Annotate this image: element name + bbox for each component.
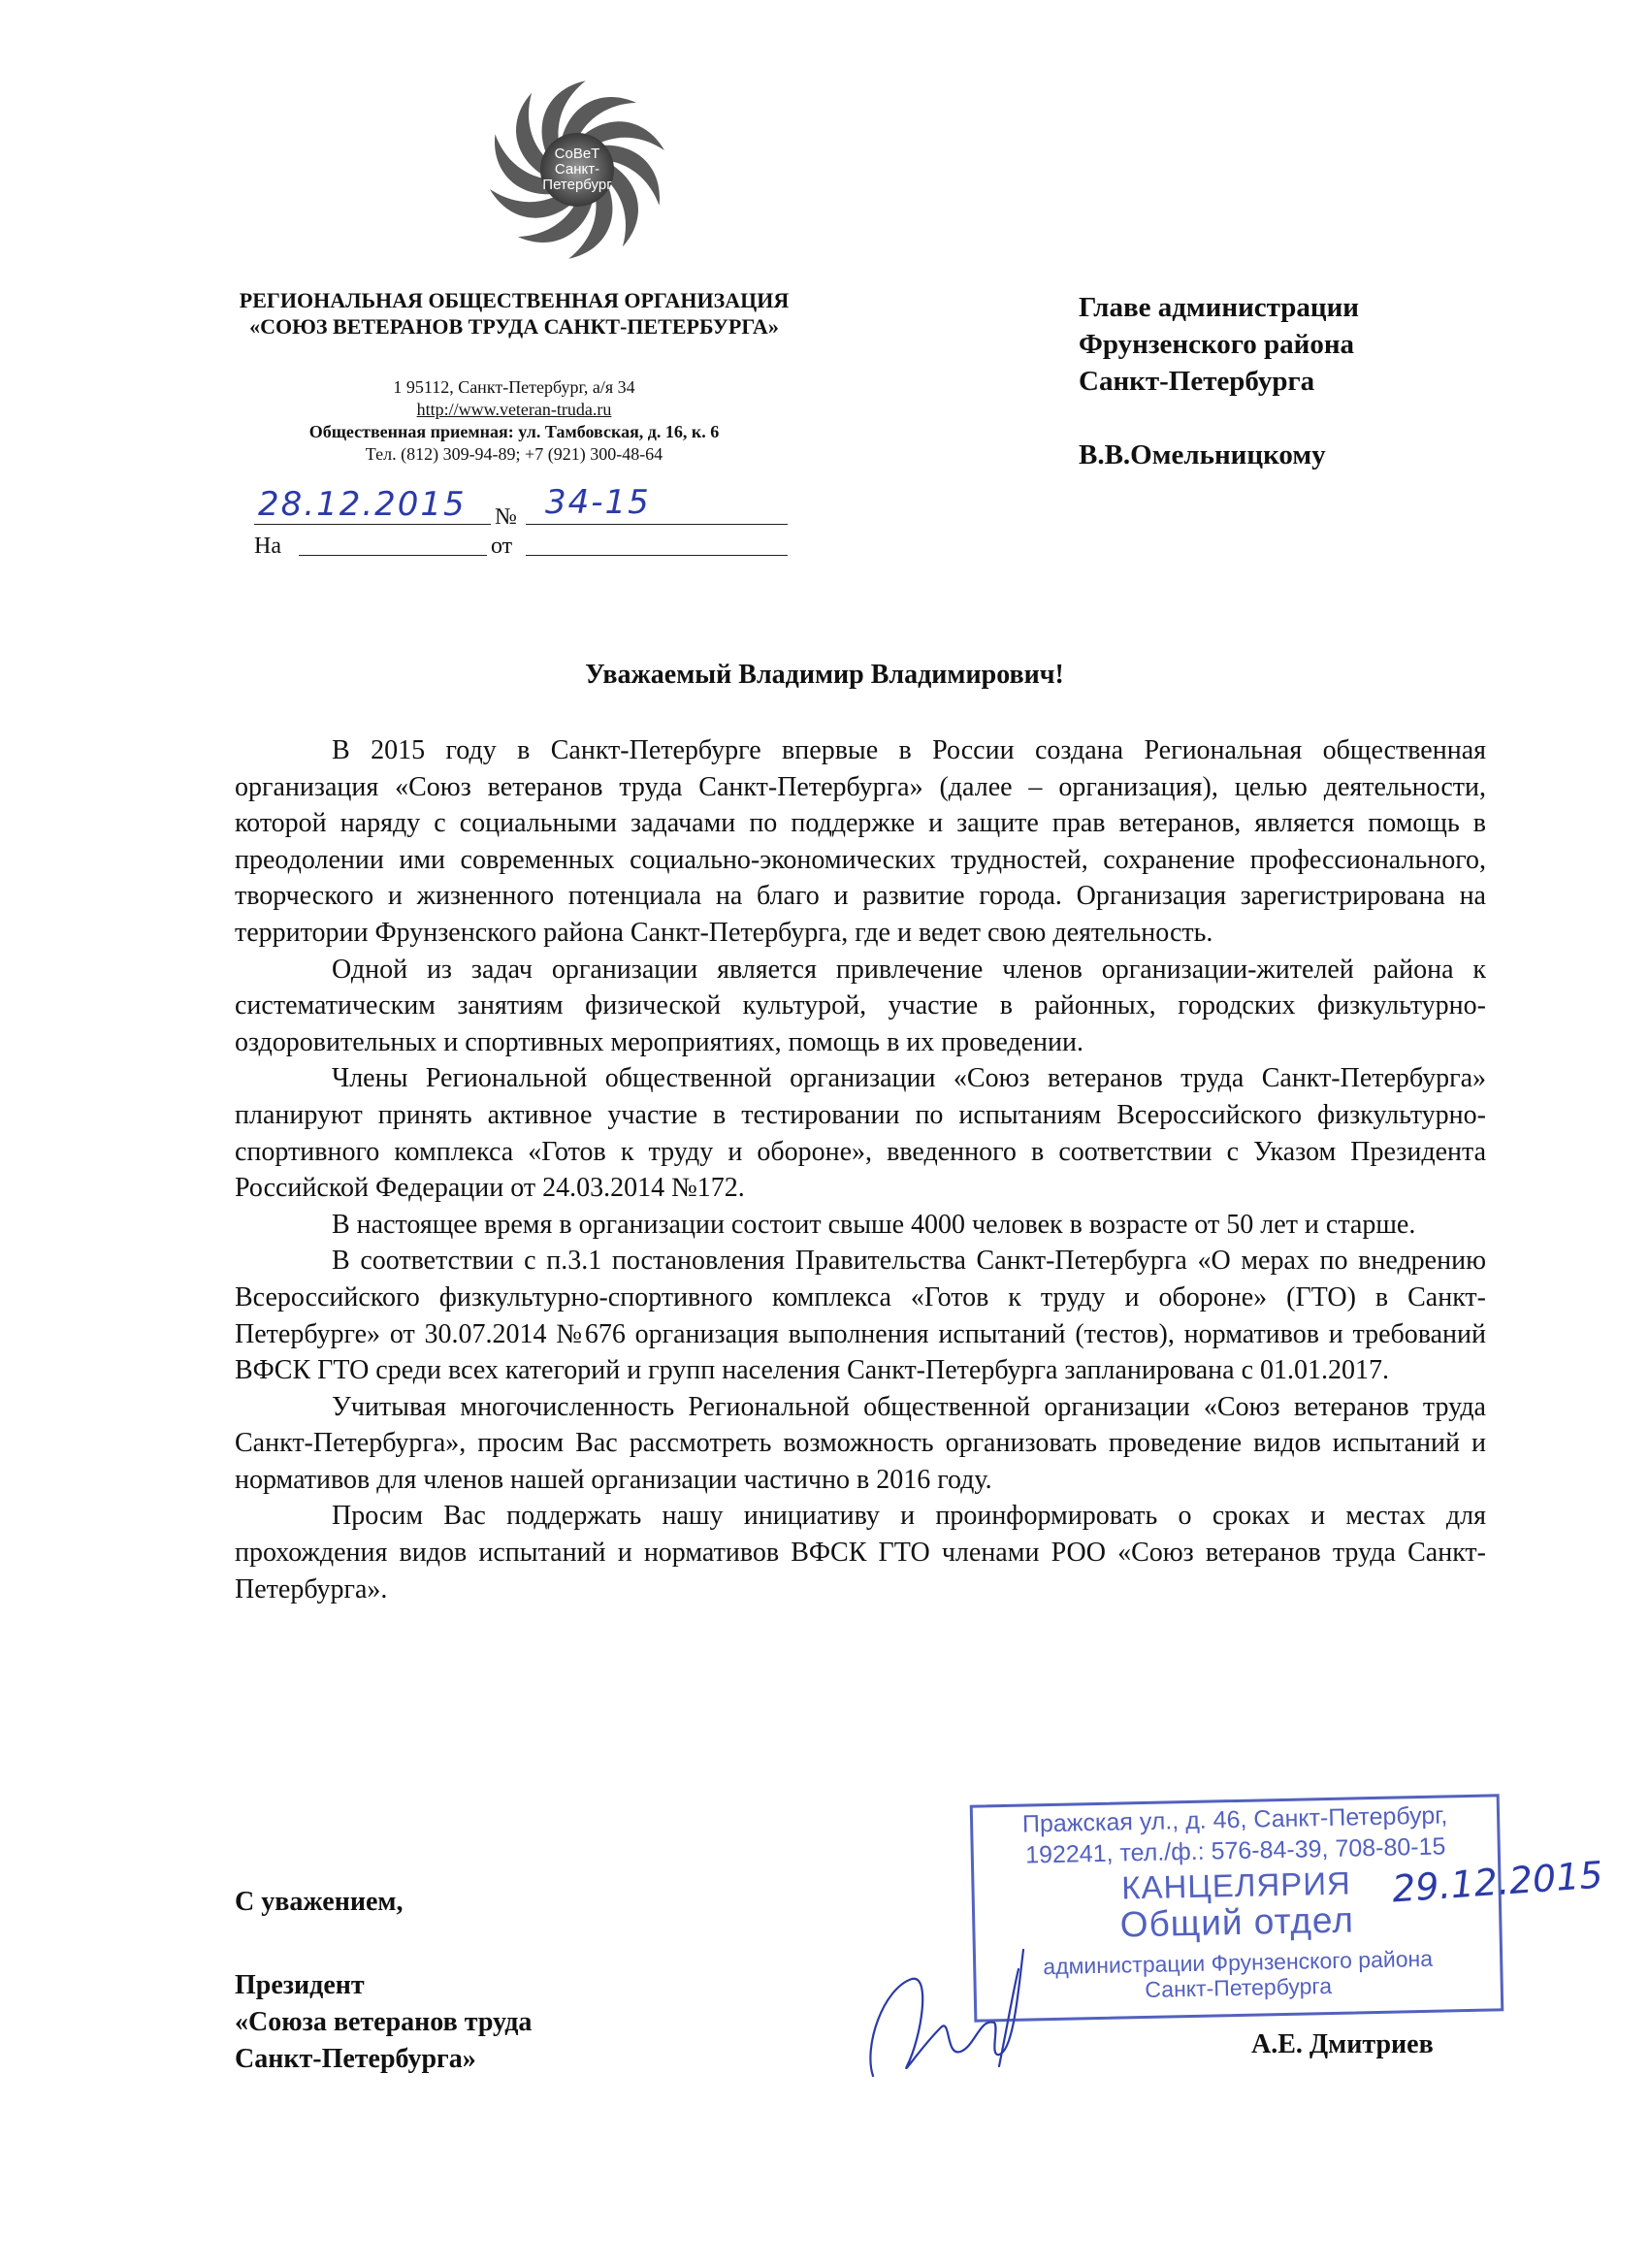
stamp-title: КАНЦЕЛЯРИЯ	[1120, 1864, 1352, 1906]
organization-name	[146, 287, 883, 340]
logo-line-1: СоВеТ	[554, 146, 600, 162]
recipient-line-2: Фрунзенского района	[1079, 329, 1355, 360]
salutation: Уважаемый Владимир Владимирович!	[585, 660, 1064, 690]
ot-underline	[526, 555, 788, 556]
stamp-address-line-1: Пражская ул., д. 46, Санкт-Петербург,	[1021, 1801, 1448, 1838]
body-paragraph-1: В 2015 году в Санкт-Петербурге впервые в России создана Региональная общественная организация «Союз ветеранов труда Санкт-Петербурга» (далее – организация), целью деятельности, которой наряду с социальными задачами по поддержке и защите прав ветеранов, является помощь в преодолении ими современных социально-экономических трудностей, сохранение профессионального, творческого и жизненного потенциала на благо и развитие города. Организация зарегистрирована на территории Фрунзенского района Санкт-Петербурга, где и ведет свою деятельность.	[235, 735, 1486, 948]
stamp-department: Общий отдел	[1119, 1899, 1355, 1945]
incoming-ref-row	[254, 534, 797, 572]
recipient-name: В.В.Омельницкому	[1079, 439, 1326, 470]
na-label: На	[254, 534, 281, 559]
signer-title-line-1: Президент	[235, 1970, 365, 2000]
stamp-address-line-2: 192241, тел./ф.: 576-84-39, 708-80-15	[1024, 1832, 1446, 1869]
body-paragraph-7: Просим Вас поддержать нашу инициативу и проинформировать о сроках и местах для прохождения видов испытаний и нормативов ВФСК ГТО членами РОО «Союз ветеранов труда Санкт-Петербурга».	[235, 1501, 1486, 1604]
recipient-block	[1079, 289, 1544, 473]
organization-name-line-2: «СОЮЗ ВЕТЕРАНОВ ТРУДА САНКТ-ПЕТЕРБУРГА»	[249, 314, 779, 339]
body-paragraph-2: Одной из задач организации является привлечение членов организации-жителей района к систематическим занятиям физической культурой, участие в районных, городских физкультурно-оздоровительных и спортивных мероприятиях, помощь в их проведении.	[235, 954, 1486, 1057]
na-underline	[299, 555, 487, 556]
logo-text	[485, 78, 669, 262]
organization-address: 1 95112, Санкт-Петербург, а/я 34	[393, 377, 635, 397]
body-paragraph-4: В настоящее время в организации состоит свыше 4000 человек в возрасте от 50 лет и старше.	[332, 1209, 1416, 1240]
signer-title-line-3: Санкт-Петербурга»	[235, 2044, 476, 2074]
signer-title-line-2: «Союза ветеранов труда	[235, 2007, 533, 2037]
closing-regards: С уважением,	[235, 1887, 404, 1917]
body-paragraph-3: Члены Региональной общественной организации «Союз ветеранов труда Санкт-Петербурга» планируют принять активное участие в тестировании по испытаниям Всероссийского физкультурно-спортивного комплекса «Готов к труду и обороне», введенного в соответствии с Указом Президента Российской Федерации от 24.03.2014 №172.	[235, 1063, 1486, 1204]
number-underline	[526, 524, 788, 525]
organization-contacts	[146, 376, 883, 466]
closing-block	[235, 1884, 532, 2078]
organization-phones: Тел. (812) 309-94-89; +7 (921) 300-48-64	[365, 444, 663, 464]
reference-lines	[254, 483, 797, 572]
recipient-line-1: Главе администрации	[1079, 292, 1360, 323]
organization-logo	[485, 78, 669, 262]
letter-body	[235, 732, 1486, 1607]
recipient-line-3: Санкт-Петербурга	[1079, 366, 1315, 397]
handwritten-date: 28.12.2015	[258, 485, 467, 524]
body-paragraph-6: Учитывая многочисленность Региональной общественной организации «Союз ветеранов труда Санкт-Петербурга», просим Вас рассмотреть возможность организовать проведение видов испытаний и нормативов для членов нашей организации частично в 2016 году.	[235, 1391, 1486, 1495]
organization-reception: Общественная приемная: ул. Тамбовская, д. 16, к. 6	[308, 422, 720, 441]
signer-name: А.Е. Дмитриев	[1251, 2029, 1434, 2059]
organization-name-line-1: РЕГИОНАЛЬНАЯ ОБЩЕСТВЕННАЯ ОРГАНИЗАЦИЯ	[239, 288, 790, 312]
logo-line-2: Санкт-	[554, 161, 600, 178]
stamp-handwritten-date: 29.12.2015	[1390, 1853, 1604, 1911]
outgoing-ref-row	[254, 483, 797, 534]
logo-line-3: Петербург	[542, 177, 612, 193]
body-paragraph-5: В соответствии с п.3.1 постановления Правительства Санкт-Петербурга «О мерах по внедрению Всероссийского физкультурно-спортивного комплекса «Готов к труду и обороне» (ГТО) в Санкт-Петербурге» от 30.07.2014 №676 организация выполнения испытаний (тестов), нормативов и требований ВФСК ГТО среди всех категорий и групп населения Санкт-Петербурга запланирована с 01.01.2017.	[235, 1246, 1486, 1386]
stamp-administration: администрации Фрунзенского района	[1043, 1945, 1434, 1980]
ot-label: от	[491, 534, 513, 559]
number-label: №	[495, 504, 517, 530]
organization-website-link[interactable]: http://www.veteran-truda.ru	[416, 400, 612, 419]
handwritten-number: 34-15	[545, 483, 651, 522]
date-underline	[254, 524, 491, 525]
stamp-city: Санкт-Петербурга	[1145, 1972, 1333, 2002]
